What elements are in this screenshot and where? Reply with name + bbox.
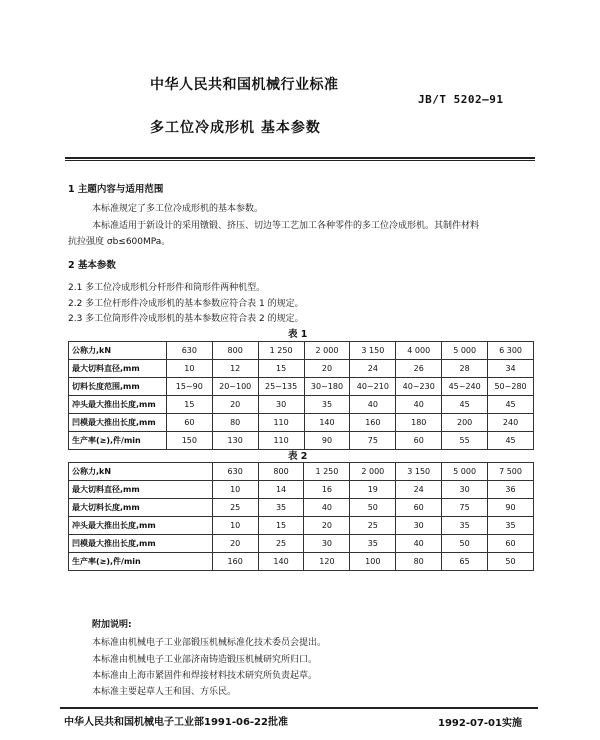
document-title: 多工位冷成形机 基本参数 <box>150 120 321 136</box>
table-cell: 3 150 <box>350 342 396 360</box>
table-cell: 40 <box>396 535 442 553</box>
table-row <box>69 499 534 517</box>
table-cell: 60 <box>166 414 212 432</box>
table-row <box>69 396 534 414</box>
table-cell: 36 <box>488 481 534 499</box>
table-cell: 28 <box>442 360 488 378</box>
table-cell: 50 <box>442 535 488 553</box>
table-cell: 110 <box>258 414 304 432</box>
table-cell: 140 <box>304 414 350 432</box>
table-cell: 45 <box>488 432 534 450</box>
table-cell: 160 <box>212 553 258 571</box>
table-cell: 630 <box>166 342 212 360</box>
table-cell: 50 <box>488 553 534 571</box>
table-row <box>69 378 534 396</box>
table-cell: 10 <box>212 517 258 535</box>
row-label: 冲头最大推出长度,mm <box>69 517 213 535</box>
table1-caption: 表 1 <box>288 329 308 340</box>
notes-line4: 本标准主要起草人王和国、方乐民。 <box>92 687 237 697</box>
table-row <box>69 342 534 360</box>
table-cell: 10 <box>212 481 258 499</box>
table-cell: 40~230 <box>396 378 442 396</box>
notes-line3: 本标准由上海市紧固件和焊接材料技术研究所负责起草。 <box>92 671 318 681</box>
table2-caption: 表 2 <box>288 451 308 462</box>
table-cell: 90 <box>304 432 350 450</box>
table-cell: 120 <box>304 553 350 571</box>
table-cell: 30 <box>304 535 350 553</box>
footer-approval: 中华人民共和国机械电子工业部1991-06-22批准 <box>64 717 288 728</box>
table-row <box>69 553 534 571</box>
table-cell: 35 <box>258 499 304 517</box>
table-cell: 20 <box>304 517 350 535</box>
header-organization: 中华人民共和国机械行业标准 <box>150 77 339 93</box>
table-cell: 16 <box>304 481 350 499</box>
table-cell: 800 <box>258 463 304 481</box>
row-label: 最大切料直径,mm <box>69 360 167 378</box>
table-cell: 15~90 <box>166 378 212 396</box>
table-cell: 160 <box>350 414 396 432</box>
table-cell: 45 <box>488 396 534 414</box>
table-cell: 40 <box>350 396 396 414</box>
title-divider-thin <box>65 160 535 161</box>
table-cell: 14 <box>258 481 304 499</box>
table-cell: 10 <box>166 360 212 378</box>
notes-line2: 本标准由机械电子工业部济南铸造锻压机械研究所归口。 <box>92 655 318 665</box>
row-label: 凹模最大推出长度,mm <box>69 535 213 553</box>
table-cell: 90 <box>488 499 534 517</box>
table-cell: 2 000 <box>304 342 350 360</box>
table-row <box>69 432 534 450</box>
table-cell: 12 <box>212 360 258 378</box>
row-label: 凹模最大推出长度,mm <box>69 414 167 432</box>
table2 <box>68 462 534 571</box>
section2-item3: 2.3 多工位筒形件冷成形机的基本参数应符合表 2 的规定。 <box>68 314 304 324</box>
table-cell: 240 <box>488 414 534 432</box>
table-cell: 800 <box>212 342 258 360</box>
table-cell: 35 <box>350 535 396 553</box>
table-cell: 630 <box>212 463 258 481</box>
table-cell: 150 <box>166 432 212 450</box>
table-cell: 24 <box>396 481 442 499</box>
table-cell: 20 <box>212 396 258 414</box>
table-cell: 65 <box>442 553 488 571</box>
footer-effective-date: 1992-07-01实施 <box>438 718 522 729</box>
table-cell: 50 <box>350 499 396 517</box>
table-cell: 25~135 <box>258 378 304 396</box>
table-cell: 25 <box>212 499 258 517</box>
table-cell: 5 000 <box>442 342 488 360</box>
table-cell: 30 <box>258 396 304 414</box>
table-cell: 4 000 <box>396 342 442 360</box>
table-cell: 40 <box>304 499 350 517</box>
title-divider <box>65 157 535 159</box>
notes-line1: 本标准由机械电子工业部锻压机械标准化技术委员会提出。 <box>92 638 327 648</box>
section2-heading: 2 基本参数 <box>68 260 116 271</box>
table-cell: 140 <box>258 553 304 571</box>
row-label: 公称力,kN <box>69 342 167 360</box>
table-row <box>69 360 534 378</box>
table-cell: 30 <box>396 517 442 535</box>
table-cell: 20 <box>304 360 350 378</box>
table-cell: 26 <box>396 360 442 378</box>
table-cell: 45~240 <box>442 378 488 396</box>
standard-code: JB/T 5202—91 <box>418 93 504 106</box>
table-cell: 200 <box>442 414 488 432</box>
table-cell: 24 <box>350 360 396 378</box>
table-row <box>69 517 534 535</box>
table-cell: 35 <box>488 517 534 535</box>
table-cell: 60 <box>488 535 534 553</box>
table-cell: 40~210 <box>350 378 396 396</box>
row-label: 生产率(≥),件/min <box>69 432 167 450</box>
table-cell: 50~280 <box>488 378 534 396</box>
table-cell: 1 250 <box>258 342 304 360</box>
table-cell: 15 <box>258 517 304 535</box>
section2-item1: 2.1 多工位冷成形机分杆形件和筒形件两种机型。 <box>68 283 266 293</box>
table-cell: 100 <box>350 553 396 571</box>
table-cell: 60 <box>396 499 442 517</box>
row-label: 冲头最大推出长度,mm <box>69 396 167 414</box>
row-label: 最大切料直径,mm <box>69 481 213 499</box>
table-cell: 80 <box>396 553 442 571</box>
table-cell: 34 <box>488 360 534 378</box>
table-cell: 20~100 <box>212 378 258 396</box>
section1-paragraph2-line2: 抗拉强度 σb≤600MPa。 <box>68 237 171 247</box>
table-cell: 45 <box>442 396 488 414</box>
row-label: 切料长度范围,mm <box>69 378 167 396</box>
table-cell: 30 <box>442 481 488 499</box>
table-cell: 180 <box>396 414 442 432</box>
row-label: 公称力,kN <box>69 463 213 481</box>
table-cell: 60 <box>396 432 442 450</box>
table-cell: 75 <box>442 499 488 517</box>
table-cell: 25 <box>350 517 396 535</box>
table-cell: 15 <box>166 396 212 414</box>
section1-heading: 1 主题内容与适用范围 <box>68 184 164 195</box>
table-cell: 6 300 <box>488 342 534 360</box>
table-cell: 55 <box>442 432 488 450</box>
table-cell: 130 <box>212 432 258 450</box>
table-cell: 7 500 <box>488 463 534 481</box>
table-cell: 110 <box>258 432 304 450</box>
section2-item2: 2.2 多工位杆形件冷成形机的基本参数应符合表 1 的规定。 <box>68 299 304 309</box>
table-cell: 5 000 <box>442 463 488 481</box>
table-cell: 75 <box>350 432 396 450</box>
section1-paragraph1: 本标准规定了多工位冷成形机的基本参数。 <box>92 204 264 214</box>
table-cell: 19 <box>350 481 396 499</box>
table-cell: 25 <box>258 535 304 553</box>
table-cell: 35 <box>442 517 488 535</box>
table-cell: 30~180 <box>304 378 350 396</box>
row-label: 生产率(≥),件/min <box>69 553 213 571</box>
table-row <box>69 414 534 432</box>
table-row <box>69 463 534 481</box>
footer-divider <box>60 707 538 709</box>
table-cell: 15 <box>258 360 304 378</box>
table-row <box>69 535 534 553</box>
table-cell: 1 250 <box>304 463 350 481</box>
table-cell: 20 <box>212 535 258 553</box>
table-cell: 35 <box>304 396 350 414</box>
table-cell: 40 <box>396 396 442 414</box>
table-cell: 2 000 <box>350 463 396 481</box>
notes-heading: 附加说明: <box>92 620 132 630</box>
row-label: 最大切料长度,mm <box>69 499 213 517</box>
table-cell: 3 150 <box>396 463 442 481</box>
table-row <box>69 481 534 499</box>
table-cell: 80 <box>212 414 258 432</box>
table1 <box>68 341 534 450</box>
section1-paragraph2-line1: 本标准适用于新设计的采用镦锻、挤压、切边等工艺加工各种零件的多工位冷成形机。其制件材料 <box>92 221 480 231</box>
